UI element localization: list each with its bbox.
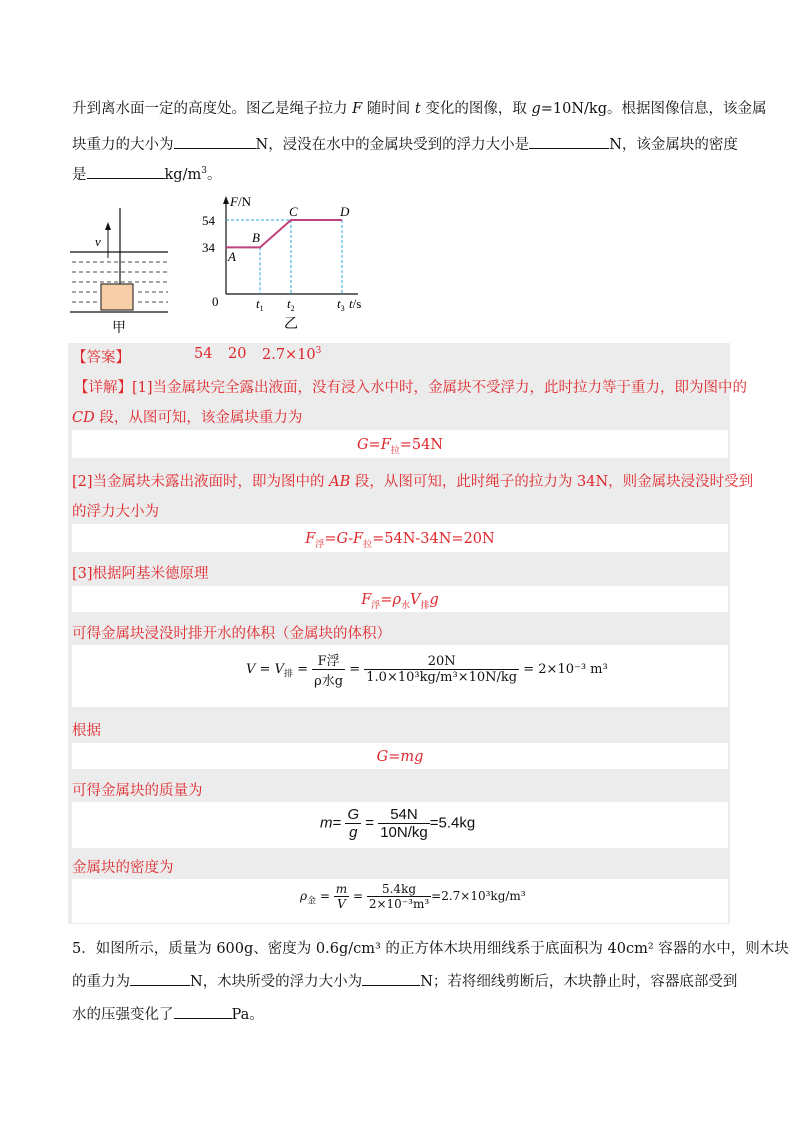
answer-blank-weight[interactable] [174,134,256,149]
q5-text: 的重力为 [72,974,130,990]
q4-text: 变化的图像，取 [420,101,532,117]
detail-text: [2]当金属块未露出液面时，即为图中的 [72,474,330,490]
detail-line2 [72,406,302,427]
figure-jia-label: 甲 [112,321,126,336]
q5-line1 [72,937,789,958]
point-label-C: C [289,204,298,219]
q5-text: N；若将细线剪断后，木块静止时，容器底部受到 [420,974,738,990]
answer-value-3: $2.7\times 10^3$ [262,346,322,363]
point-label-D: D [340,204,350,219]
q4-text: 。 [206,167,222,183]
q4-sup: 3 [201,166,207,176]
formula-volume: $V = V_排$ = $\frac{\text{F浮}}{\text{ρ水g}}$ = $\frac{20N}{\text{1.0×10³kg/m³×10N/kg}}$ = 2×10⁻³ m³ [246,650,608,689]
detail-line8 [72,779,203,800]
q4-text: 随时间 [362,101,415,117]
formula-density: $\rho_金$ = $\frac{m}{V}$ = $\frac{5.4kg}{\text{2×10⁻³m³}}$ =2.7×10³kg/m³ [300,882,526,911]
q4-text: kg/m [164,167,202,183]
velocity-label: v [95,234,101,249]
tick-label-t2: $t_2$ [287,296,295,313]
figure-jia [68,200,188,340]
q4-symbol-g: g [531,101,541,117]
formula-G-mg: G=mg [376,749,424,765]
detail-text: 可得金属块浸没时排开水的体积（金属块的体积） [72,626,391,642]
detail-text: 根据 [72,723,101,739]
detail-line3 [72,470,753,491]
answer-value-2: 20 [228,346,247,362]
q4-text: 升到离水面一定的高度处。图乙是绳子拉力 [72,101,353,117]
q4-line3 [72,163,221,184]
point-label-A: A [228,249,236,264]
fraction-G-over-g: $\frac{G}{g}$ [347,806,360,841]
q4-text: =10N/kg。根据图像信息，该金属 [540,101,767,117]
fraction-density-values: $\frac{5.4kg}{\text{2×10⁻³m³}}$ [368,882,430,911]
q5-line3 [72,1003,264,1024]
formula-mass: m= $\frac{G}{g}$ = $\frac{54N}{10N/kg}$ =5.4kg [320,806,476,841]
tick-label-54: 54 [202,213,215,228]
detail-text: 段，从图可知，此时绳子的拉力为 34N，则金属块浸没时受到 [350,474,754,490]
answer-blank-pressure[interactable] [174,1004,232,1019]
q5-text: Pa。 [231,1007,264,1023]
fraction-volume-values: $\frac{20N}{\text{1.0×10³kg/m³×10N/kg}}$ [366,654,518,685]
figure-yi-graph [198,194,368,334]
q4-text: N，浸没在水中的金属块受到的浮力大小是 [255,137,530,153]
detail-text: [1]当金属块完全露出液面，没有浸入水中时，金属块不受浮力，此时拉力等于重力，即为图中的 [132,380,748,396]
q4-text: 是 [72,167,87,183]
axis-label-t: t/s [349,296,362,311]
detail-text: 段，从图可知，该金属块重力为 [94,410,303,426]
detail-AB: AB [329,474,351,490]
figure-yi-label: 乙 [284,317,298,332]
point-label-B: B [252,230,260,245]
formula-archimedes: $F_浮=\rho_水V_排g$ [361,592,439,611]
fraction-mass-values: $\frac{54N}{10N/kg}$ [380,806,428,841]
q4-symbol-F: F [352,101,363,117]
q4-symbol-t: t [414,101,421,117]
tick-label-34: 34 [202,240,215,255]
detail-text: 的浮力大小为 [72,504,159,520]
answer-blank-wood-weight[interactable] [130,971,190,986]
answer-label: 【答案】 [72,350,130,366]
tension-series-line [226,220,342,247]
detail-text: 可得金属块的质量为 [72,783,203,799]
origin-label: 0 [212,294,219,309]
q5-text: 水的压强变化了 [72,1007,174,1023]
detail-CD: CD [72,410,95,426]
answer-blank-density[interactable] [87,164,165,179]
q4-text: 块重力的大小为 [72,137,174,153]
fraction-buoyancy-over-rho-g: $\frac{\text{F浮}}{\text{ρ水g}}$ [312,650,345,689]
tick-label-t3: $t_3$ [337,296,345,313]
fraction-m-over-V: $\frac{m}{V}$ [335,882,348,911]
detail-line1 [74,376,747,397]
q5-line2 [72,970,737,991]
detail-line5 [72,562,209,583]
detail-line4 [72,500,159,521]
q4-line1 [72,97,766,118]
detail-text: [3]根据阿基米德原理 [72,566,209,582]
detail-label: 【详解】 [74,380,132,396]
axis-label-F: F/N [230,194,251,209]
answer-blank-buoyancy[interactable] [529,134,609,149]
q4-line2 [72,133,738,154]
detail-line7 [72,719,101,740]
answer-line [72,346,322,367]
detail-text: 金属块的密度为 [72,860,174,876]
detail-line9 [72,856,174,877]
tick-label-t1: $t_1$ [256,296,264,313]
q5-text: N，木块所受的浮力大小为 [190,974,363,990]
answer-blank-wood-buoyancy[interactable] [362,971,420,986]
q4-text: N，该金属块的密度 [609,137,738,153]
formula-G-equals-F: $G=F_拉=54N$ [356,437,444,456]
answer-value-1: 54 [194,346,213,362]
detail-line6 [72,622,391,643]
q5-text: 5．如图所示，质量为 600g、密度为 0.6g/cm³ 的正方体木块用细线系于底面积为 40cm² 容器的水中，则木块 [72,941,789,957]
formula-buoyancy: $F_浮=G-F_拉=54N-34N=20N$ [305,531,495,550]
